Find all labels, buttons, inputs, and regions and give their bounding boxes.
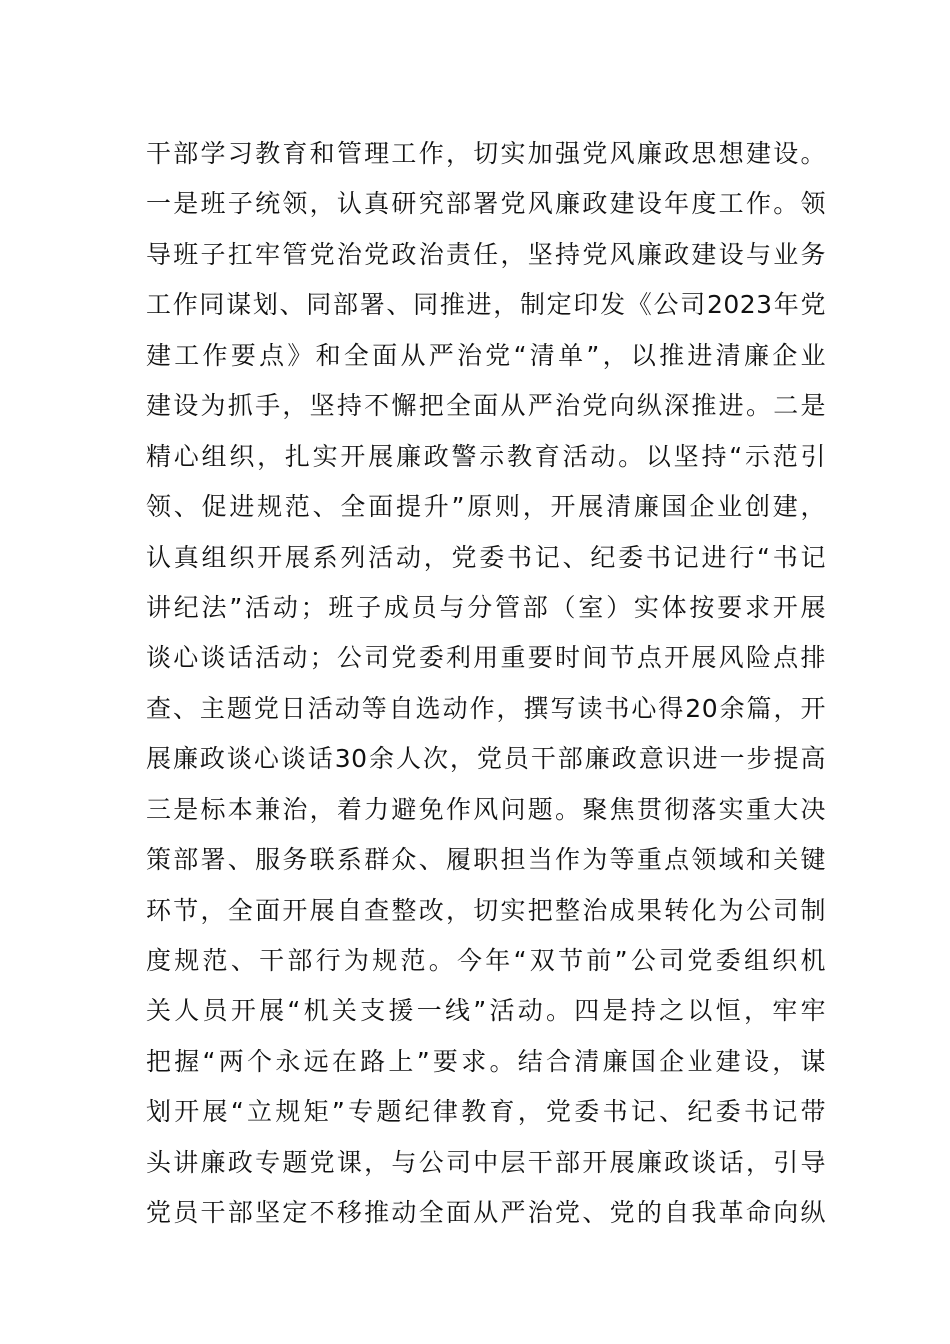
text-line-4: 工作同谋划、同部署、同推进，制定印发《公司2023年党 (146, 290, 826, 320)
text-line-10: 讲纪法”活动；班子成员与分管部（室）实体按要求开展 (146, 592, 826, 622)
text-line-11: 谈心谈话活动；公司党委利用重要时间节点开展风险点排 (146, 643, 826, 673)
text-line-13: 展廉政谈心谈话30余人次，党员干部廉政意识进一步提高 (146, 744, 826, 774)
text-line-7: 精心组织，扎实开展廉政警示教育活动。以坚持“示范引 (146, 441, 826, 471)
text-line-15: 策部署、服务联系群众、履职担当作为等重点领域和关键 (146, 845, 826, 875)
text-line-8: 领、促进规范、全面提升”原则，开展清廉国企业创建， (146, 492, 826, 522)
body-text (146, 129, 826, 1239)
text-line-3: 导班子扛牢管党治党政治责任，坚持党风廉政建设与业务 (146, 239, 826, 269)
text-line-17: 度规范、干部行为规范。今年“双节前”公司党委组织机 (146, 946, 826, 975)
text-line-12: 查、主题党日活动等自选动作，撰写读书心得20余篇，开 (146, 693, 826, 723)
text-line-19: 把握“两个永远在路上”要求。结合清廉国企业建设，谋 (146, 1046, 826, 1076)
text-line-2: 一是班子统领，认真研究部署党风廉政建设年度工作。领 (146, 189, 826, 219)
text-line-16: 环节，全面开展自查整改，切实把整治成果转化为公司制 (146, 895, 826, 925)
text-line-1: 干部学习教育和管理工作，切实加强党风廉政思想建设。 (146, 139, 826, 168)
text-line-14: 三是标本兼治，着力避免作风问题。聚焦贯彻落实重大决 (146, 794, 826, 824)
text-line-18: 关人员开展“机关支援一线”活动。四是持之以恒，牢牢 (146, 996, 826, 1026)
text-line-20: 划开展“立规矩”专题纪律教育，党委书记、纪委书记带 (146, 1097, 826, 1127)
text-line-6: 建设为抓手，坚持不懈把全面从严治党向纵深推进。二是 (146, 391, 826, 421)
text-line-9: 认真组织开展系列活动，党委书记、纪委书记进行“书记 (146, 542, 826, 572)
text-line-5: 建工作要点》和全面从严治党“清单”，以推进清廉企业 (146, 340, 826, 370)
text-line-21: 头讲廉政专题党课，与公司中层干部开展廉政谈话，引导 (146, 1147, 826, 1177)
text-line-22: 党员干部坚定不移推动全面从严治党、党的自我革命向纵 (146, 1198, 826, 1228)
